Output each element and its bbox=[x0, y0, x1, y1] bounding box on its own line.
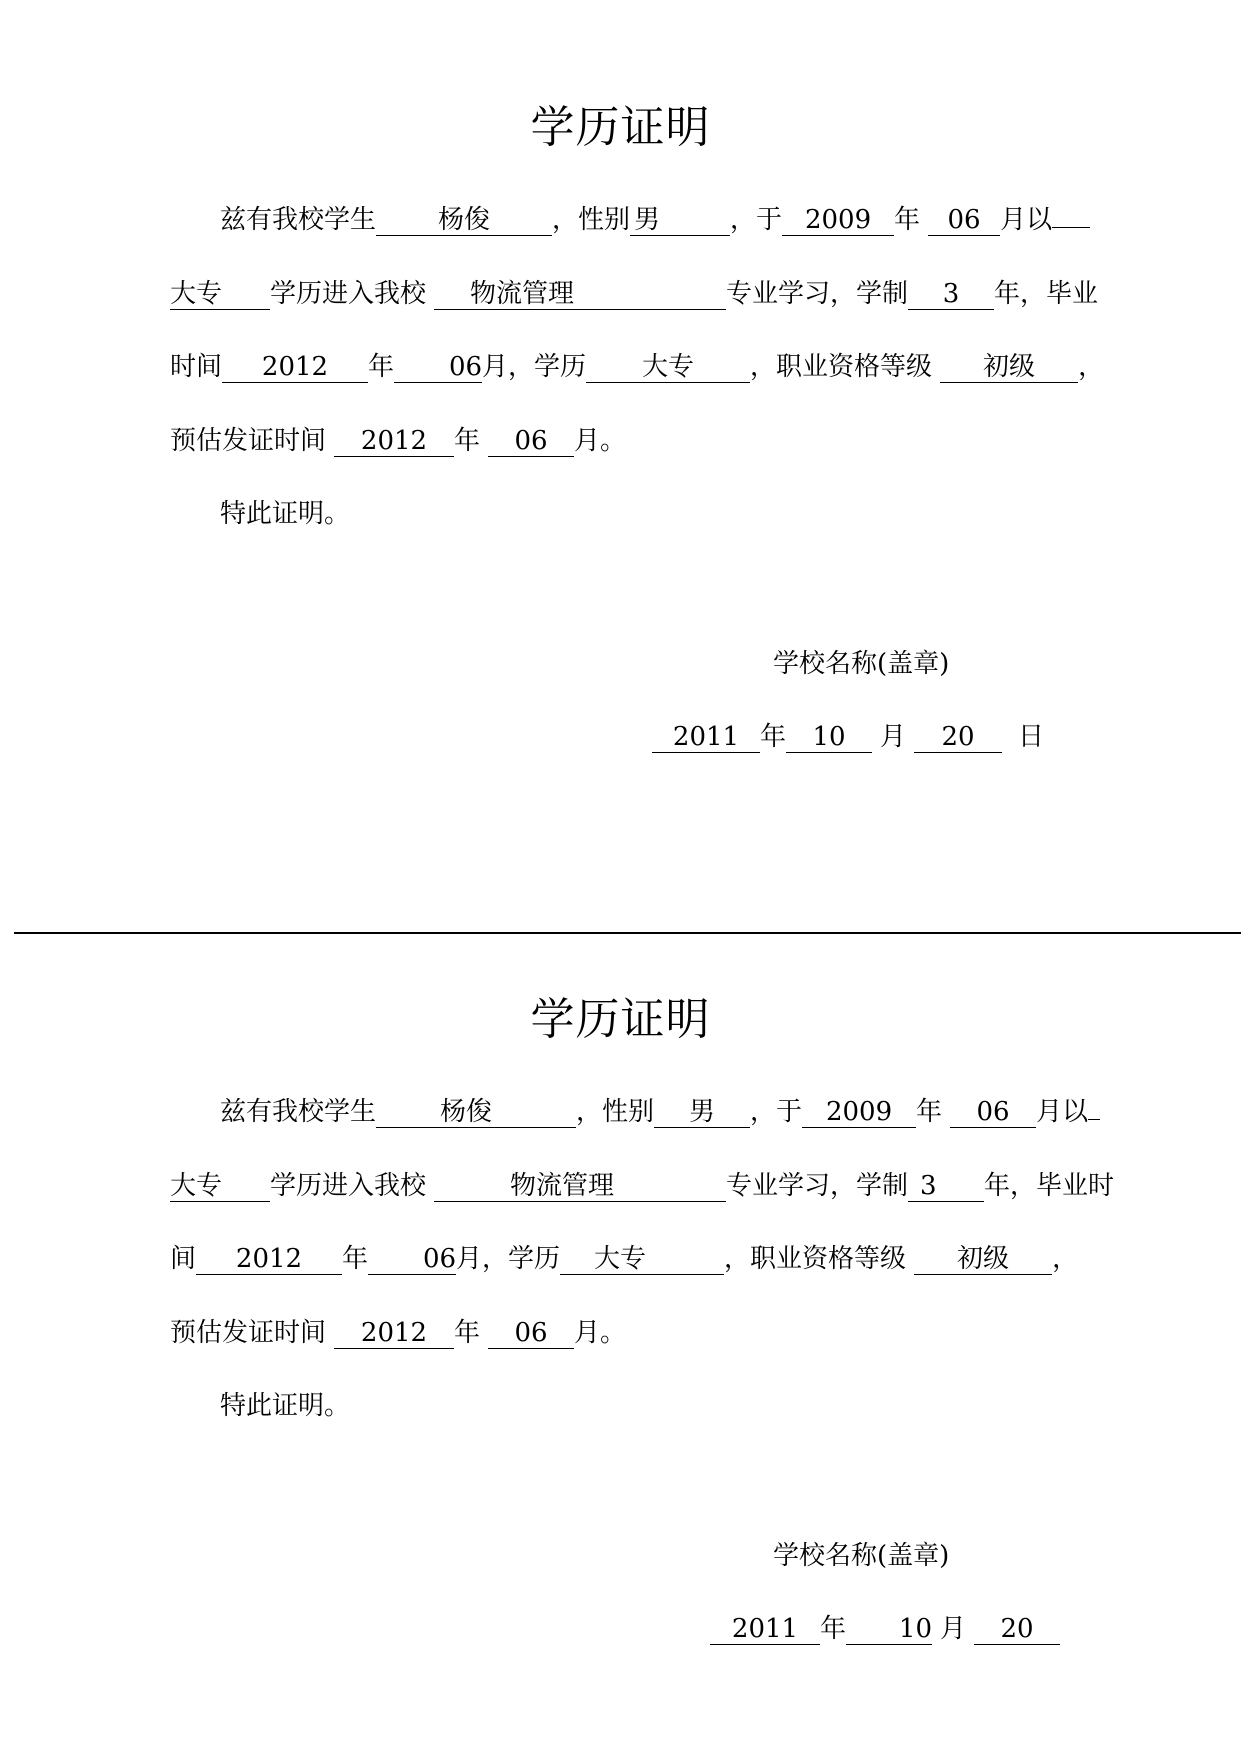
blank-field bbox=[1052, 227, 1090, 228]
duration-field: 3 bbox=[908, 1171, 984, 1202]
line-2 bbox=[170, 1169, 1114, 1203]
level-field: 大专 bbox=[170, 279, 270, 310]
at-label: ，于 bbox=[750, 1097, 803, 1127]
enroll-year-field: 2009 bbox=[782, 205, 894, 236]
student-name-field: 杨俊 bbox=[376, 1097, 576, 1128]
line-1 bbox=[220, 1095, 1100, 1129]
date-year-field: 2011 bbox=[710, 1614, 820, 1645]
comma: ， bbox=[1078, 352, 1105, 382]
line-1 bbox=[220, 203, 1090, 237]
major-suffix: 专业学习，学制 bbox=[726, 1171, 909, 1201]
grad-prefix: 年，毕业 bbox=[994, 279, 1099, 309]
comma: ， bbox=[1052, 1244, 1079, 1274]
month-unit: 月 bbox=[940, 1614, 967, 1644]
qual-level-field: 初级 bbox=[914, 1244, 1052, 1275]
year-unit: 年 bbox=[454, 1318, 481, 1348]
month-end-text: 月。 bbox=[574, 1318, 627, 1348]
school-stamp-label: 学校名称(盖章) bbox=[773, 1541, 950, 1571]
enroll-month-field: 06 bbox=[950, 1097, 1036, 1128]
gender-label: ，性别 bbox=[576, 1097, 655, 1127]
line-4 bbox=[170, 424, 626, 458]
student-name-field: 杨俊 bbox=[376, 205, 552, 236]
enroll-year-field: 2009 bbox=[802, 1097, 916, 1128]
level-field: 大专 bbox=[170, 1171, 270, 1202]
cert-year-field: 2012 bbox=[334, 1318, 454, 1349]
cert-month-field: 06 bbox=[488, 426, 574, 457]
line-3 bbox=[170, 350, 1104, 384]
month-with-text: 月以 bbox=[1036, 1097, 1089, 1127]
year-unit: 年 bbox=[760, 722, 787, 752]
intro-text: 兹有我校学生 bbox=[220, 1097, 377, 1127]
grad-prefix: 年，毕业时 bbox=[984, 1171, 1115, 1201]
month-with-text: 月以 bbox=[1000, 205, 1053, 235]
month-unit: 月 bbox=[880, 722, 907, 752]
enroll-month-field: 06 bbox=[928, 205, 1000, 236]
year-unit: 年 bbox=[342, 1244, 369, 1274]
school-stamp-label: 学校名称(盖章) bbox=[773, 649, 950, 679]
grad-month-field: 06 bbox=[368, 1244, 456, 1275]
cert-time-label: 预估发证时间 bbox=[170, 1318, 327, 1348]
month-edu-text: 月，学历 bbox=[456, 1244, 561, 1274]
date-month-field: 10 bbox=[786, 722, 872, 753]
line-3 bbox=[170, 1242, 1078, 1276]
cert-year-field: 2012 bbox=[334, 426, 454, 457]
date-day-field: 20 bbox=[974, 1614, 1060, 1645]
grad-year-field: 2012 bbox=[196, 1244, 342, 1275]
date-month-field: 10 bbox=[846, 1614, 932, 1645]
closing-line: 特此证明。 bbox=[220, 499, 351, 529]
line-2 bbox=[170, 277, 1098, 311]
major-suffix: 专业学习，学制 bbox=[726, 279, 909, 309]
intro-text: 兹有我校学生 bbox=[220, 205, 377, 235]
gender-field: 男 bbox=[630, 205, 730, 236]
certificate-title: 学历证明 bbox=[530, 102, 711, 153]
qual-level-field: 初级 bbox=[940, 352, 1078, 383]
closing-line: 特此证明。 bbox=[220, 1391, 351, 1421]
enter-text: 学历进入我校 bbox=[270, 279, 427, 309]
year-unit: 年 bbox=[820, 1614, 847, 1644]
blank-field bbox=[1088, 1119, 1100, 1120]
year-unit: 年 bbox=[894, 205, 921, 235]
issue-date bbox=[710, 1612, 1060, 1646]
year-unit: 年 bbox=[368, 352, 395, 382]
grad-year-field: 2012 bbox=[222, 352, 368, 383]
education-field: 大专 bbox=[586, 352, 750, 383]
month-edu-text: 月，学历 bbox=[482, 352, 587, 382]
certificate-title: 学历证明 bbox=[530, 994, 711, 1045]
cert-month-field: 06 bbox=[488, 1318, 574, 1349]
page-divider bbox=[14, 932, 1241, 934]
enter-text: 学历进入我校 bbox=[270, 1171, 427, 1201]
qual-label: ，职业资格等级 bbox=[724, 1244, 907, 1274]
line-4 bbox=[170, 1316, 626, 1350]
gender-label: ，性别 bbox=[552, 205, 631, 235]
month-end-text: 月。 bbox=[574, 426, 627, 456]
date-year-field: 2011 bbox=[652, 722, 760, 753]
major-field: 物流管理 bbox=[434, 1171, 726, 1202]
year-unit: 年 bbox=[916, 1097, 943, 1127]
day-unit: 日 bbox=[1018, 722, 1045, 752]
at-label: ，于 bbox=[730, 205, 783, 235]
major-field: 物流管理 bbox=[434, 279, 726, 310]
education-field: 大专 bbox=[560, 1244, 724, 1275]
duration-field: 3 bbox=[908, 279, 994, 310]
grad-month-field: 06 bbox=[394, 352, 482, 383]
cert-time-label: 预估发证时间 bbox=[170, 426, 327, 456]
qual-label: ，职业资格等级 bbox=[750, 352, 933, 382]
time-label: 时间 bbox=[170, 352, 223, 382]
gender-field: 男 bbox=[654, 1097, 750, 1128]
year-unit: 年 bbox=[454, 426, 481, 456]
time-label: 间 bbox=[170, 1244, 197, 1274]
date-day-field: 20 bbox=[914, 722, 1002, 753]
issue-date bbox=[652, 720, 1044, 754]
